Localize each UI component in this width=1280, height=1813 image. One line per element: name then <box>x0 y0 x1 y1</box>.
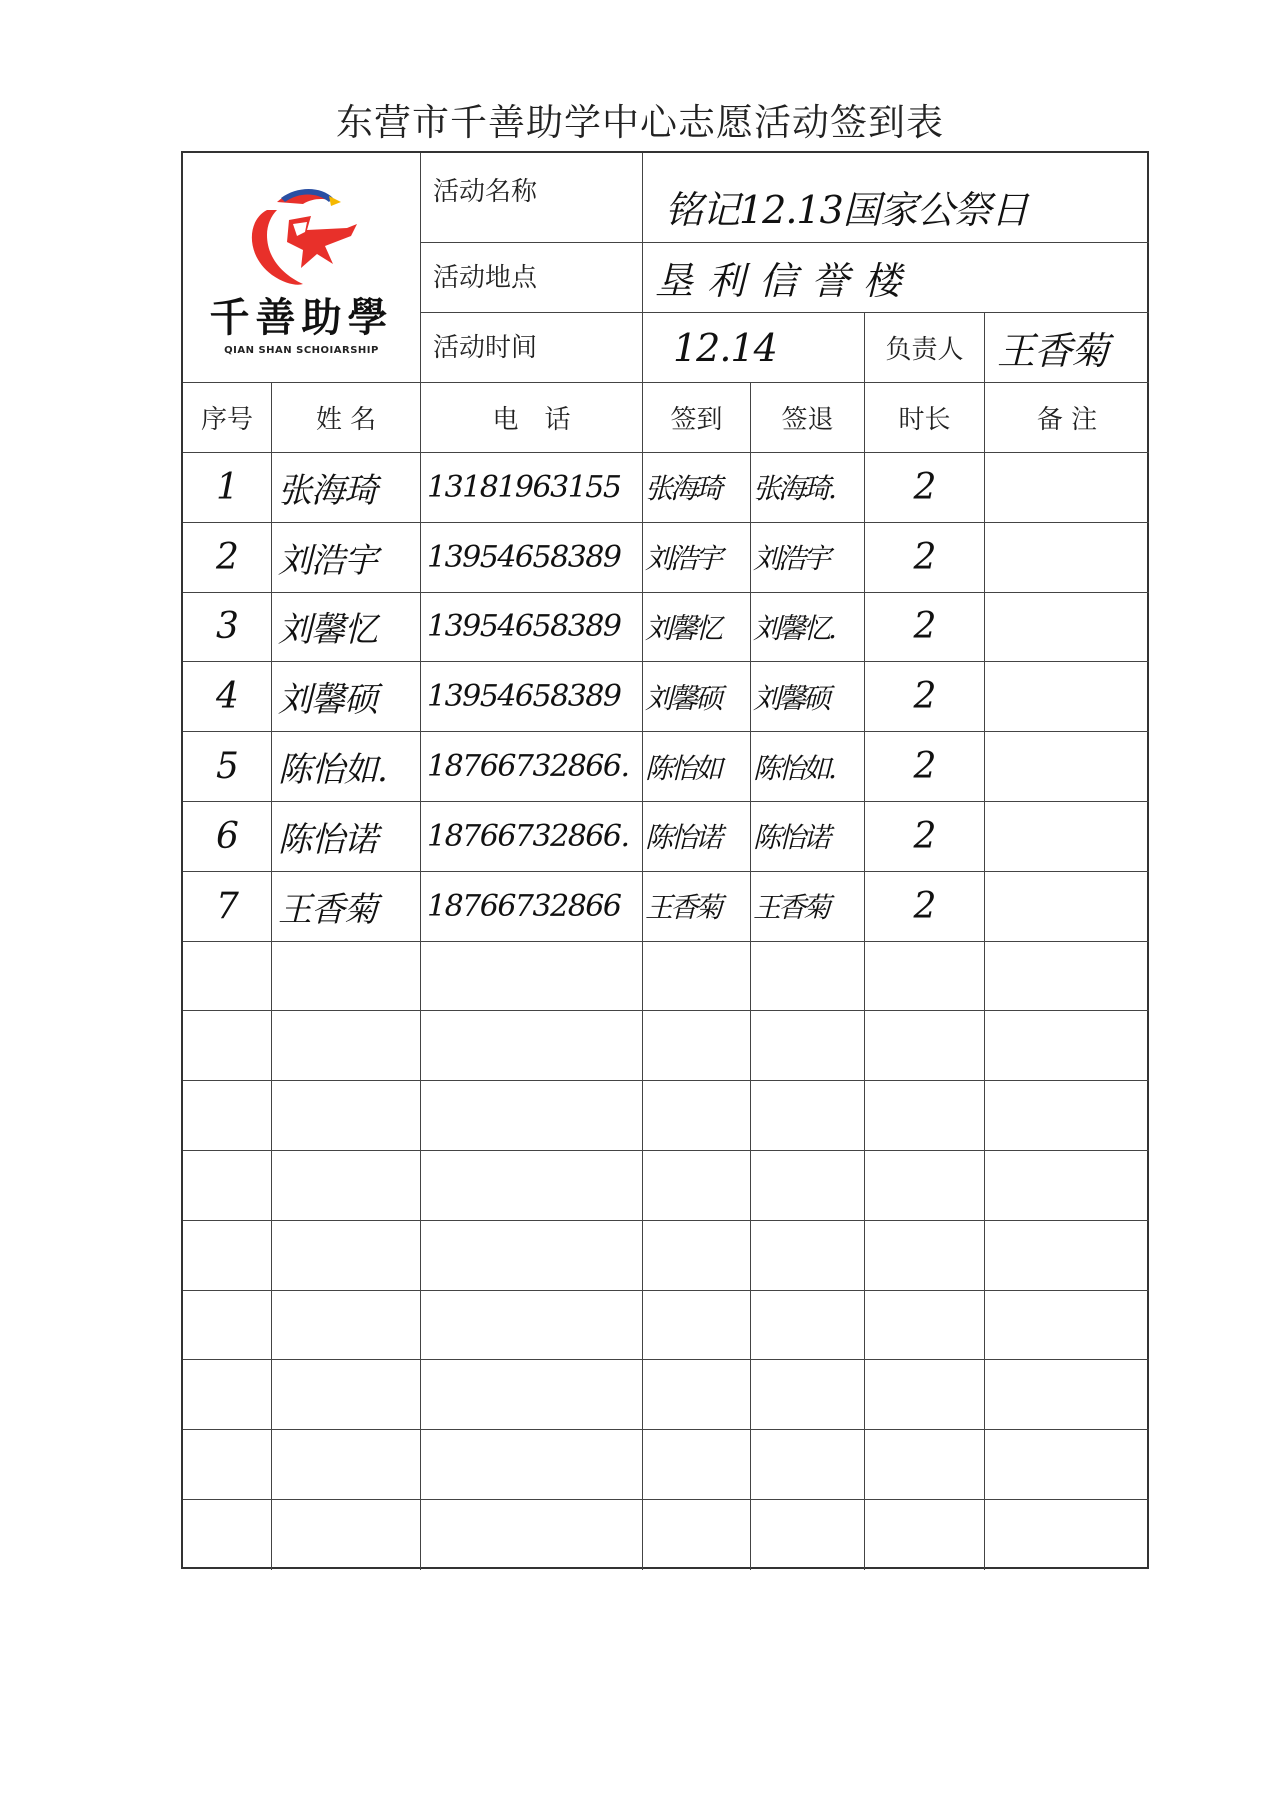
row-sign-out: 王香菊 <box>751 872 865 942</box>
row-name: 刘馨硕 <box>272 662 421 732</box>
logo-name-cn: 千善助學 <box>209 293 394 341</box>
row-hours <box>865 1221 985 1291</box>
row-number: 3 <box>183 593 272 663</box>
row-phone: 13954658389 <box>421 593 643 663</box>
activity-time-label: 活动时间 <box>421 313 643 383</box>
row-sign-in <box>643 1081 751 1151</box>
row-note <box>985 1151 1149 1221</box>
row-hours: 2 <box>865 593 985 663</box>
row-name <box>272 1151 421 1221</box>
row-name <box>272 1500 421 1570</box>
row-note <box>985 1291 1149 1361</box>
activity-name-value: 铭记12.13国家公祭日 <box>643 153 1149 243</box>
row-name <box>272 1221 421 1291</box>
row-sign-out: 陈怡如. <box>751 732 865 802</box>
row-name: 王香菊 <box>272 872 421 942</box>
row-phone: 18766732866. <box>421 732 643 802</box>
row-sign-in <box>643 1011 751 1081</box>
row-phone: 13954658389 <box>421 662 643 732</box>
header-sign-out: 签退 <box>751 383 865 453</box>
row-number <box>183 1221 272 1291</box>
row-number <box>183 1011 272 1081</box>
header-sign-in: 签到 <box>643 383 751 453</box>
row-name <box>272 1360 421 1430</box>
row-number <box>183 942 272 1012</box>
row-sign-out <box>751 1500 865 1570</box>
row-note <box>985 1360 1149 1430</box>
row-sign-in <box>643 1221 751 1291</box>
row-number: 2 <box>183 523 272 593</box>
row-note <box>985 1011 1149 1081</box>
row-sign-in <box>643 1430 751 1500</box>
row-hours: 2 <box>865 732 985 802</box>
row-hours <box>865 1360 985 1430</box>
row-name: 刘浩宇 <box>272 523 421 593</box>
row-note <box>985 802 1149 872</box>
activity-place-value: 垦利信誉楼 <box>643 243 1149 313</box>
row-sign-out: 刘馨硕 <box>751 662 865 732</box>
activity-name-label: 活动名称 <box>421 153 643 243</box>
row-note <box>985 1500 1149 1570</box>
row-phone <box>421 1291 643 1361</box>
row-sign-in: 陈怡如 <box>643 732 751 802</box>
row-name: 张海琦 <box>272 453 421 523</box>
row-sign-out <box>751 1011 865 1081</box>
dove-logo-icon <box>237 180 367 290</box>
sign-in-table <box>181 151 1149 1569</box>
logo-block <box>183 153 421 383</box>
row-note <box>985 523 1149 593</box>
row-sign-out <box>751 1360 865 1430</box>
row-sign-in: 刘浩宇 <box>643 523 751 593</box>
row-hours <box>865 1011 985 1081</box>
row-hours: 2 <box>865 802 985 872</box>
row-sign-in: 刘馨忆 <box>643 593 751 663</box>
row-hours: 2 <box>865 662 985 732</box>
row-name <box>272 942 421 1012</box>
row-sign-in: 刘馨硕 <box>643 662 751 732</box>
row-phone <box>421 1500 643 1570</box>
leader-value: 王香菊 <box>985 313 1149 383</box>
header-name: 姓 名 <box>272 383 421 453</box>
row-number: 6 <box>183 802 272 872</box>
row-phone <box>421 942 643 1012</box>
row-note <box>985 593 1149 663</box>
row-sign-out <box>751 1291 865 1361</box>
row-name <box>272 1430 421 1500</box>
activity-place-label: 活动地点 <box>421 243 643 313</box>
row-sign-in: 陈怡诺 <box>643 802 751 872</box>
row-sign-in <box>643 942 751 1012</box>
row-sign-out <box>751 1430 865 1500</box>
row-sign-out: 刘馨忆. <box>751 593 865 663</box>
row-note <box>985 942 1149 1012</box>
logo-name-en: QIAN SHAN SCHOIARSHIP <box>224 344 379 356</box>
row-sign-out <box>751 1221 865 1291</box>
header-note: 备 注 <box>985 383 1149 453</box>
row-number <box>183 1151 272 1221</box>
row-sign-out <box>751 942 865 1012</box>
row-note <box>985 662 1149 732</box>
activity-time-value: 12.14 <box>643 313 865 383</box>
row-sign-in <box>643 1500 751 1570</box>
row-phone: 18766732866. <box>421 802 643 872</box>
row-sign-in <box>643 1151 751 1221</box>
row-sign-in <box>643 1360 751 1430</box>
row-name: 陈怡诺 <box>272 802 421 872</box>
row-sign-out: 刘浩宇 <box>751 523 865 593</box>
row-hours: 2 <box>865 872 985 942</box>
row-number <box>183 1081 272 1151</box>
row-sign-in: 张海琦 <box>643 453 751 523</box>
row-hours <box>865 942 985 1012</box>
row-hours: 2 <box>865 523 985 593</box>
header-phone: 电 话 <box>421 383 643 453</box>
row-phone <box>421 1081 643 1151</box>
row-number: 4 <box>183 662 272 732</box>
row-number <box>183 1291 272 1361</box>
row-note <box>985 1081 1149 1151</box>
row-note <box>985 1221 1149 1291</box>
row-name <box>272 1081 421 1151</box>
row-note <box>985 453 1149 523</box>
row-number: 1 <box>183 453 272 523</box>
header-hours: 时长 <box>865 383 985 453</box>
row-sign-out <box>751 1081 865 1151</box>
row-phone <box>421 1151 643 1221</box>
row-hours <box>865 1430 985 1500</box>
row-number <box>183 1500 272 1570</box>
row-sign-in <box>643 1291 751 1361</box>
row-number: 7 <box>183 872 272 942</box>
row-note <box>985 732 1149 802</box>
row-phone: 13954658389 <box>421 523 643 593</box>
row-name <box>272 1011 421 1081</box>
row-hours <box>865 1500 985 1570</box>
row-note <box>985 872 1149 942</box>
row-sign-out: 陈怡诺 <box>751 802 865 872</box>
row-phone <box>421 1430 643 1500</box>
row-phone: 18766732866 <box>421 872 643 942</box>
row-phone <box>421 1221 643 1291</box>
row-hours: 2 <box>865 453 985 523</box>
row-name: 刘馨忆 <box>272 593 421 663</box>
row-name <box>272 1291 421 1361</box>
row-hours <box>865 1081 985 1151</box>
row-number: 5 <box>183 732 272 802</box>
header-no: 序号 <box>183 383 272 453</box>
row-sign-out: 张海琦. <box>751 453 865 523</box>
row-name: 陈怡如. <box>272 732 421 802</box>
row-number <box>183 1430 272 1500</box>
row-phone: 13181963155 <box>421 453 643 523</box>
row-number <box>183 1360 272 1430</box>
page-title: 东营市千善助学中心志愿活动签到表 <box>336 101 944 144</box>
row-phone <box>421 1360 643 1430</box>
row-phone <box>421 1011 643 1081</box>
row-hours <box>865 1291 985 1361</box>
leader-label: 负责人 <box>865 313 985 383</box>
row-sign-out <box>751 1151 865 1221</box>
row-note <box>985 1430 1149 1500</box>
row-sign-in: 王香菊 <box>643 872 751 942</box>
row-hours <box>865 1151 985 1221</box>
